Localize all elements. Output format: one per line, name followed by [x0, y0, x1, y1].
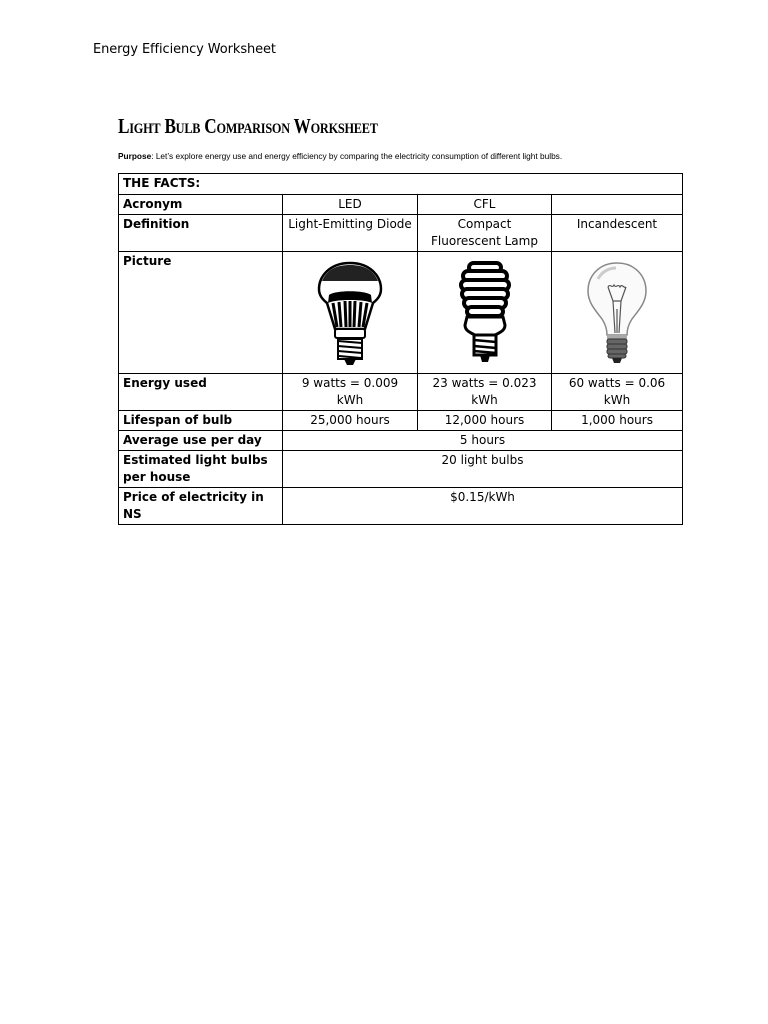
cell-definition-led: Light-Emitting Diode: [283, 215, 418, 252]
row-label-bulbs-per-house: Estimated light bulbs per house: [119, 451, 283, 488]
row-label-definition: Definition: [119, 215, 283, 252]
facts-table: [118, 173, 683, 525]
cell-average-use: 5 hours: [283, 431, 683, 451]
cell-acronym-cfl: CFL: [418, 195, 552, 215]
table-row-definition: [119, 215, 683, 252]
table-row-average-use: [119, 431, 683, 451]
purpose-statement: [118, 151, 562, 161]
cell-lifespan-cfl: 12,000 hours: [418, 411, 552, 431]
purpose-text: : Let’s explore energy use and energy efficiency by comparing the electricity consumption of different light bulbs.: [151, 151, 563, 161]
table-row-lifespan: [119, 411, 683, 431]
cell-lifespan-incandescent: 1,000 hours: [552, 411, 683, 431]
cell-picture-incandescent: [552, 252, 683, 374]
cell-energy-incandescent: 60 watts = 0.06 kWh: [552, 374, 683, 411]
worksheet-title: Light Bulb Comparison Worksheet: [118, 114, 378, 138]
row-label-picture: Picture: [119, 252, 283, 374]
cell-energy-led: 9 watts = 0.009 kWh: [283, 374, 418, 411]
cell-lifespan-led: 25,000 hours: [283, 411, 418, 431]
row-label-lifespan: Lifespan of bulb: [119, 411, 283, 431]
row-label-energy-used: Energy used: [119, 374, 283, 411]
purpose-label: Purpose: [118, 151, 152, 161]
table-row-picture: [119, 252, 683, 374]
row-label-price: Price of electricity in NS: [119, 488, 283, 525]
cell-definition-cfl: Compact Fluorescent Lamp: [418, 215, 552, 252]
led-bulb-icon: [315, 259, 385, 367]
cell-picture-cfl: [418, 252, 552, 374]
page-header-title: Energy Efficiency Worksheet: [93, 42, 276, 57]
row-label-average-use: Average use per day: [119, 431, 283, 451]
cfl-bulb-icon: [455, 259, 515, 367]
table-row-facts-header: [119, 174, 683, 195]
cell-acronym-incandescent: [552, 195, 683, 215]
facts-header: THE FACTS:: [119, 174, 683, 195]
cell-picture-led: [283, 252, 418, 374]
cell-definition-incandescent: Incandescent: [552, 215, 683, 252]
table-row-price: [119, 488, 683, 525]
cell-energy-cfl: 23 watts = 0.023 kWh: [418, 374, 552, 411]
incandescent-bulb-icon: [584, 259, 650, 367]
row-label-acronym: Acronym: [119, 195, 283, 215]
cell-acronym-led: LED: [283, 195, 418, 215]
cell-bulbs-per-house: 20 light bulbs: [283, 451, 683, 488]
table-row-acronym: [119, 195, 683, 215]
table-row-energy-used: [119, 374, 683, 411]
cell-price: $0.15/kWh: [283, 488, 683, 525]
table-row-bulbs-per-house: [119, 451, 683, 488]
